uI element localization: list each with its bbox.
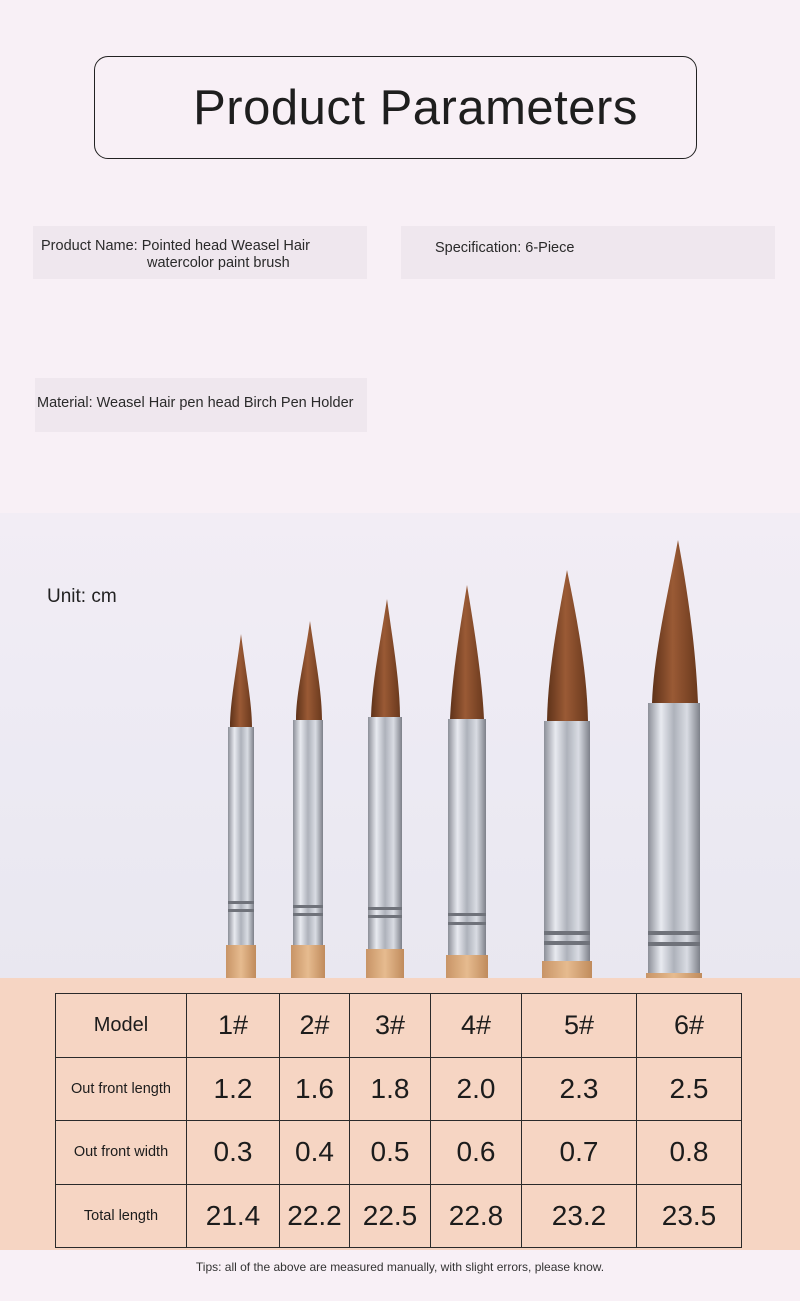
table-cell: 0.5 xyxy=(350,1121,431,1185)
product-name-field xyxy=(33,226,367,279)
brush-1-icon xyxy=(226,634,256,980)
page-title: Product Parameters xyxy=(193,80,638,135)
table-cell: 23.5 xyxy=(637,1184,742,1248)
table-cell: 0.8 xyxy=(637,1121,742,1185)
parameters-table xyxy=(55,993,742,1248)
header-model-6: 6# xyxy=(637,994,742,1058)
table-cell: 2.0 xyxy=(431,1057,522,1121)
table-cell: 22.5 xyxy=(350,1184,431,1248)
header-model-4: 4# xyxy=(431,994,522,1058)
specification-text: Specification: 6-Piece xyxy=(435,240,575,256)
row-label-out-front-length: Out front length xyxy=(56,1057,187,1121)
header-model-3: 3# xyxy=(350,994,431,1058)
parameters-table-area xyxy=(0,978,800,1250)
product-name-line-2: watercolor paint brush xyxy=(147,255,290,271)
brush-6-icon xyxy=(646,540,702,980)
brush-3-icon xyxy=(366,599,404,980)
table-cell: 22.2 xyxy=(280,1184,350,1248)
title-frame xyxy=(94,56,697,159)
table-cell: 2.5 xyxy=(637,1057,742,1121)
product-name-line-1: Product Name: Pointed head Weasel Hair xyxy=(41,238,310,254)
table-row xyxy=(56,1121,742,1185)
table-cell: 0.7 xyxy=(522,1121,637,1185)
header-model-1: 1# xyxy=(187,994,280,1058)
row-label-total-length: Total length xyxy=(56,1184,187,1248)
table-cell: 1.6 xyxy=(280,1057,350,1121)
table-cell: 21.4 xyxy=(187,1184,280,1248)
brush-2-icon xyxy=(291,621,325,980)
header-model-5: 5# xyxy=(522,994,637,1058)
table-cell: 0.3 xyxy=(187,1121,280,1185)
table-row xyxy=(56,1184,742,1248)
header-model-2: 2# xyxy=(280,994,350,1058)
brush-photo xyxy=(0,513,800,980)
row-label-out-front-width: Out front width xyxy=(56,1121,187,1185)
material-text: Material: Weasel Hair pen head Birch Pen Holder xyxy=(37,395,354,411)
table-cell: 1.2 xyxy=(187,1057,280,1121)
unit-label: Unit: cm xyxy=(47,586,117,607)
table-cell: 0.4 xyxy=(280,1121,350,1185)
brushes-illustration xyxy=(0,513,800,980)
table-row xyxy=(56,1057,742,1121)
material-field xyxy=(35,378,367,432)
tips-note: Tips: all of the above are measured manually, with slight errors, please know. xyxy=(195,1260,605,1274)
table-cell: 1.8 xyxy=(350,1057,431,1121)
brush-5-icon xyxy=(542,570,592,980)
specification-field xyxy=(401,226,775,279)
table-cell: 22.8 xyxy=(431,1184,522,1248)
header-model: Model xyxy=(56,994,187,1058)
brush-4-icon xyxy=(446,585,488,980)
table-cell: 2.3 xyxy=(522,1057,637,1121)
table-cell: 0.6 xyxy=(431,1121,522,1185)
table-cell: 23.2 xyxy=(522,1184,637,1248)
table-header-row xyxy=(56,994,742,1058)
